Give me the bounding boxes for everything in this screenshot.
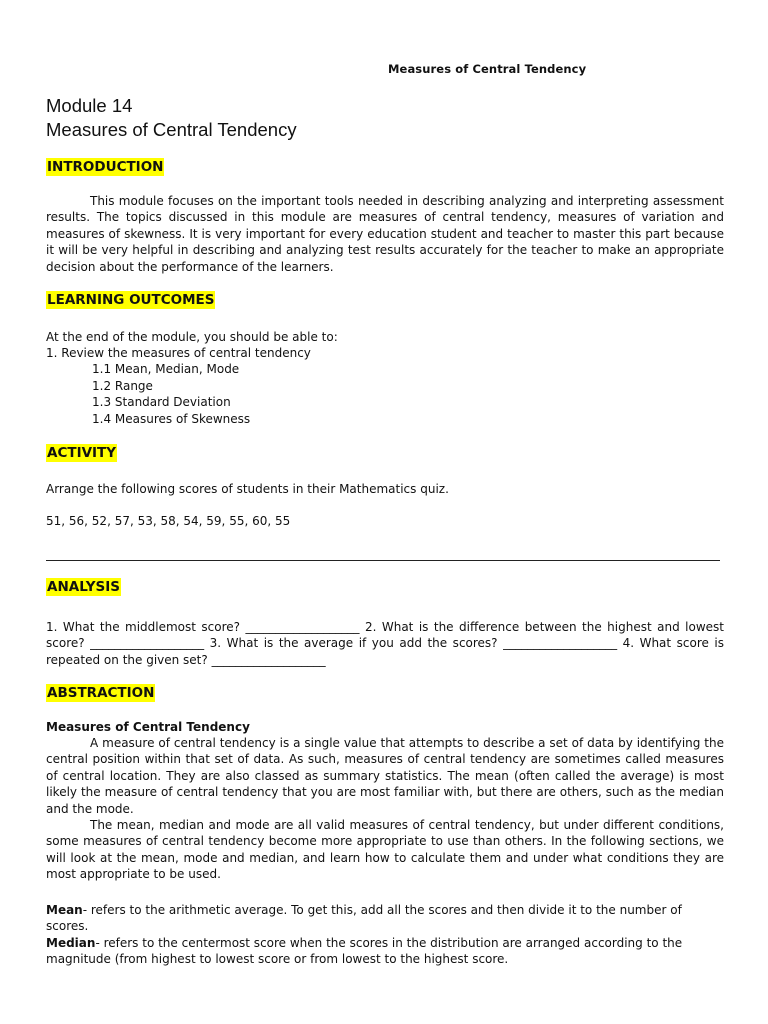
- abstraction-paragraph-2: The mean, median and mode are all valid measures of central tendency, but under different conditions, some measures of central tendency become more appropriate to use than others. In the following sections, we will look at the mean, mode and median, and learn how to calculate them and under what conditions they are most appropriate to be used.: [46, 818, 724, 882]
- introduction-paragraph: This module focuses on the important tools needed in describing analyzing and interpreting assessment results. The topics discussed in this module are measures of central tendency, measures of variation and measures of skewness. It is very important for every education student and teacher to master this part because it will be very helpful in describing and analyzing test results accurately for the teacher to make an appropriate decision about the performance of the learners.: [46, 194, 724, 274]
- median-definition: [46, 935, 724, 968]
- running-header: Measures of Central Tendency: [388, 62, 587, 76]
- learning-outcomes-lead: At the end of the module, you should be able to:: [46, 330, 338, 344]
- mean-term: Mean: [46, 903, 83, 917]
- outcome-subitem: 1.1 Mean, Median, Mode: [92, 362, 240, 376]
- module-title: Measures of Central Tendency: [46, 119, 297, 140]
- outcome-subitem: 1.2 Range: [92, 379, 153, 393]
- introduction-heading: INTRODUCTION: [47, 159, 164, 175]
- module-number: Module 14: [46, 95, 133, 116]
- activity-heading: ACTIVITY: [47, 445, 117, 461]
- outcome-subitem: 1.4 Measures of Skewness: [92, 412, 251, 426]
- mean-definition: [46, 902, 724, 935]
- median-term: Median: [46, 936, 96, 950]
- abstraction-heading: ABSTRACTION: [47, 685, 155, 701]
- module-title-block: [46, 94, 297, 142]
- analysis-heading: ANALYSIS: [47, 579, 120, 595]
- activity-scores: 51, 56, 52, 57, 53, 58, 54, 59, 55, 60, 55: [46, 514, 291, 528]
- outcome-item-1: 1. Review the measures of central tendency: [46, 346, 311, 360]
- analysis-questions: 1. What the middlemost score? ___________________ 2. What is the difference between the highest and lowest score? ___________________ 3. What is the average if you add the scores? ___________________ 4. What score is repeated on the given set? ___________________: [46, 620, 724, 667]
- learning-outcomes-heading: LEARNING OUTCOMES: [47, 292, 215, 308]
- answer-rule: [46, 560, 720, 561]
- mean-definition-text: - refers to the arithmetic average. To get this, add all the scores and then divide it to the number of scores.: [46, 903, 682, 934]
- median-definition-text: - refers to the centermost score when the scores in the distribution are arranged according to the magnitude (from highest to lowest score or from lowest to the highest score.: [46, 936, 683, 967]
- abstraction-paragraph-1: A measure of central tendency is a single value that attempts to describe a set of data by identifying the central position within that set of data. As such, measures of central tendency are sometimes called measures of central location. They are also classed as summary statistics. The mean (often called the average) is most likely the measure of central tendency that you are most familiar with, but there are others, such as the median and the mode.: [46, 736, 724, 816]
- activity-instruction: Arrange the following scores of students in their Mathematics quiz.: [46, 482, 449, 496]
- abstraction-subheading: Measures of Central Tendency: [46, 720, 250, 734]
- outcome-subitem: 1.3 Standard Deviation: [92, 395, 231, 409]
